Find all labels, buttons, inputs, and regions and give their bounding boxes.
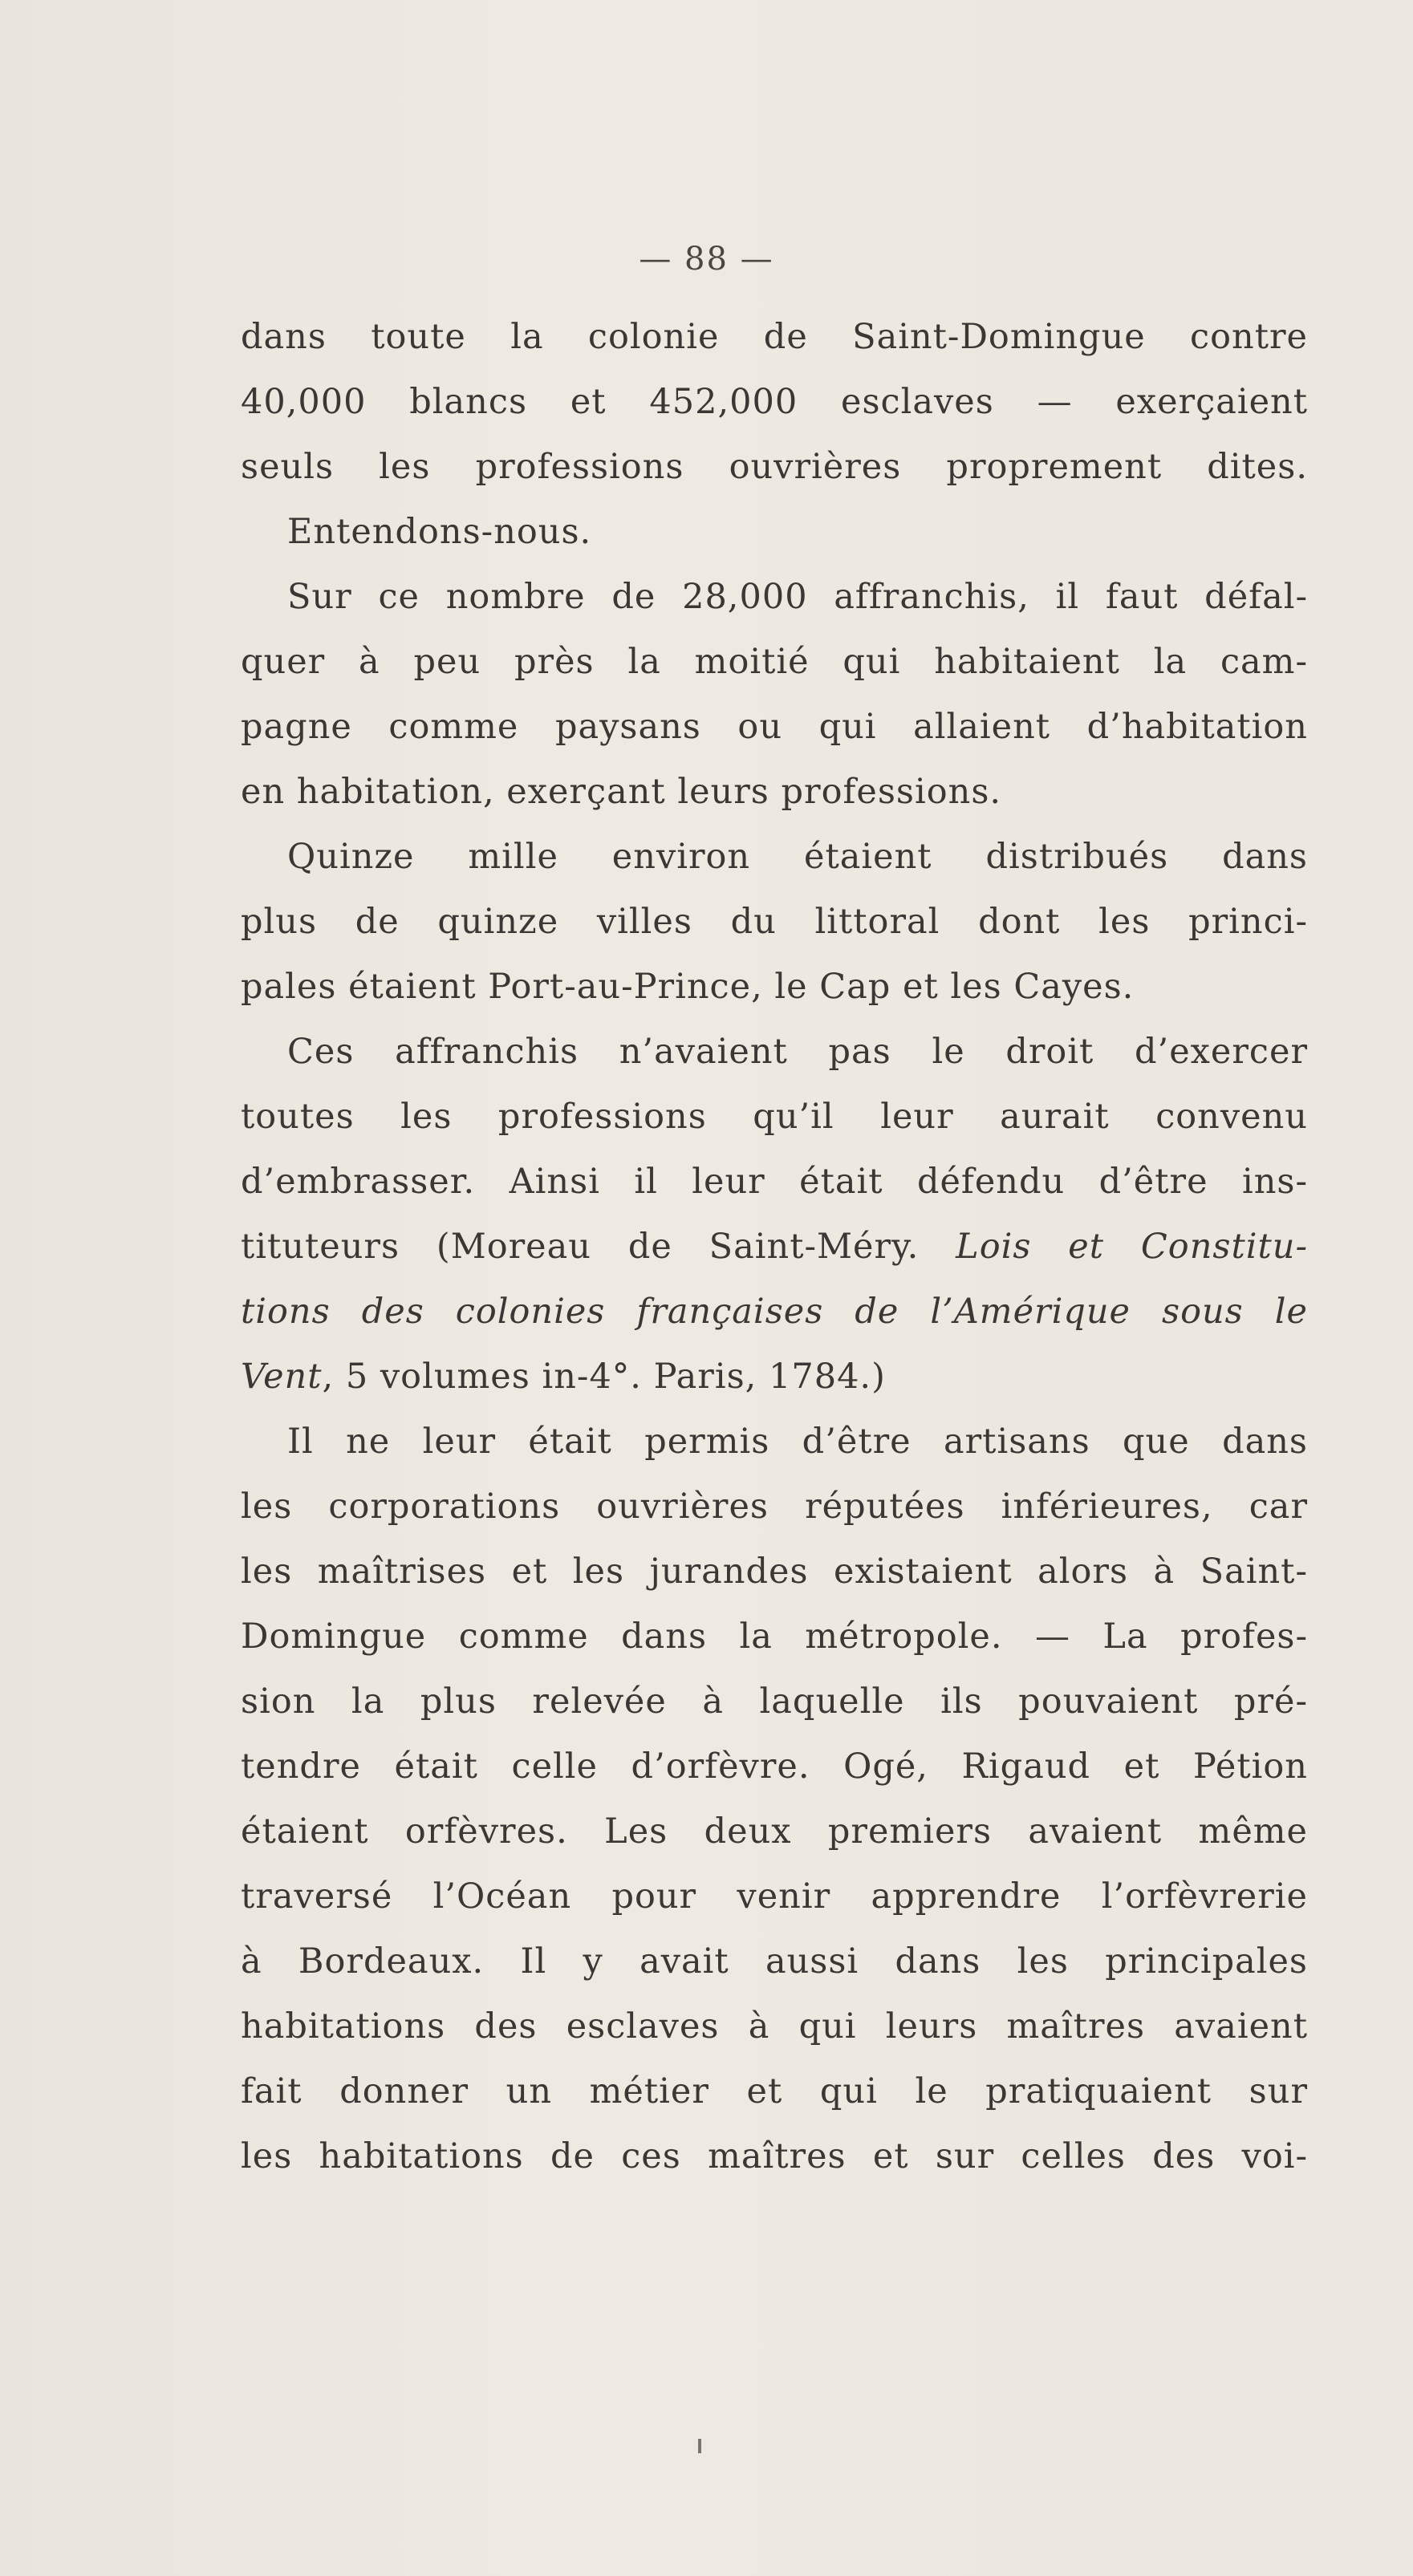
text-fragment: seuls les professions ouvrières proprement dites. — [241, 447, 1308, 487]
text-line — [241, 890, 1308, 955]
text-fragment: pales étaient Port-au-Prince, le Cap et les Cayes. — [241, 967, 1135, 1007]
text-fragment: les habitations de ces maîtres et sur celles des voi- — [241, 2136, 1308, 2176]
text-fragment: dans toute la colonie de Saint-Domingue contre — [241, 317, 1308, 357]
text-line — [241, 2124, 1308, 2189]
text-fragment: traversé l’Océan pour venir apprendre l’orfèvrerie — [241, 1876, 1308, 1917]
text-fragment: 40,000 blancs et 452,000 esclaves — exerçaient — [241, 382, 1308, 422]
text-line — [241, 565, 1308, 630]
text-line — [241, 1020, 1308, 1085]
text-fragment: tendre était celle d’orfèvre. Ogé, Rigaud et Pétion — [241, 1746, 1308, 1787]
text-line — [241, 695, 1308, 760]
paper-speck — [698, 2439, 701, 2453]
body-text — [241, 305, 1308, 2189]
page-number: — 88 — — [639, 241, 774, 278]
text-line — [241, 1604, 1308, 1669]
text-line — [241, 1669, 1308, 1734]
text-line — [241, 760, 1308, 825]
text-line — [241, 1734, 1308, 1799]
text-fragment: Domingue comme dans la métropole. — La profes- — [241, 1617, 1308, 1657]
italic-text-fragment: tions des colonies françaises de l’Amérique sous le — [241, 1292, 1308, 1332]
text-line — [241, 1410, 1308, 1475]
text-line — [241, 825, 1308, 890]
text-fragment: à Bordeaux. Il y avait aussi dans les principales — [241, 1941, 1308, 1982]
text-fragment: les maîtrises et les jurandes existaient alors à Saint- — [241, 1552, 1308, 1592]
text-line — [241, 1994, 1308, 2059]
text-line — [241, 1929, 1308, 1994]
text-fragment: pagne comme paysans ou qui allaient d’habitation — [241, 707, 1308, 747]
text-fragment: tituteurs (Moreau de Saint-Méry. — [241, 1227, 956, 1267]
text-fragment: les corporations ouvrières réputées inférieures, car — [241, 1487, 1308, 1527]
text-line — [241, 1215, 1308, 1280]
text-line — [241, 500, 1308, 565]
text-fragment: Quinze mille environ étaient distribués dans — [287, 837, 1308, 877]
text-line — [241, 1540, 1308, 1604]
text-line — [241, 1345, 1308, 1410]
italic-text-fragment: Lois et Constitu- — [956, 1227, 1308, 1267]
italic-text-fragment: Vent — [241, 1357, 323, 1397]
text-fragment: Ces affranchis n’avaient pas le droit d’exercer — [287, 1032, 1308, 1072]
text-fragment: étaient orfèvres. Les deux premiers avaient même — [241, 1811, 1308, 1852]
text-fragment: plus de quinze villes du littoral dont les princi- — [241, 902, 1308, 942]
text-line — [241, 1280, 1308, 1345]
text-line — [241, 630, 1308, 695]
text-line — [241, 1475, 1308, 1540]
text-line — [241, 1150, 1308, 1215]
text-fragment: Sur ce nombre de 28,000 affranchis, il faut défal- — [287, 577, 1308, 617]
text-fragment: Il ne leur était permis d’être artisans que dans — [287, 1422, 1308, 1462]
text-fragment: Entendons-nous. — [287, 512, 592, 552]
text-fragment: , 5 volumes in-4°. Paris, 1784.) — [322, 1357, 886, 1397]
text-line — [241, 1085, 1308, 1150]
text-fragment: quer à peu près la moitié qui habitaient la cam- — [241, 642, 1308, 682]
text-fragment: habitations des esclaves à qui leurs maîtres avaient — [241, 2006, 1308, 2047]
text-line — [241, 1864, 1308, 1929]
text-line — [241, 2059, 1308, 2124]
text-line — [241, 305, 1308, 370]
text-fragment: en habitation, exerçant leurs professions. — [241, 772, 1002, 812]
text-line — [241, 370, 1308, 435]
text-line — [241, 955, 1308, 1020]
text-line — [241, 435, 1308, 500]
text-line — [241, 1799, 1308, 1864]
text-fragment: d’embrasser. Ainsi il leur était défendu d’être ins- — [241, 1162, 1308, 1202]
text-fragment: fait donner un métier et qui le pratiquaient sur — [241, 2071, 1308, 2112]
text-fragment: sion la plus relevée à laquelle ils pouvaient pré- — [241, 1681, 1308, 1722]
text-fragment: toutes les professions qu’il leur aurait convenu — [241, 1097, 1308, 1137]
